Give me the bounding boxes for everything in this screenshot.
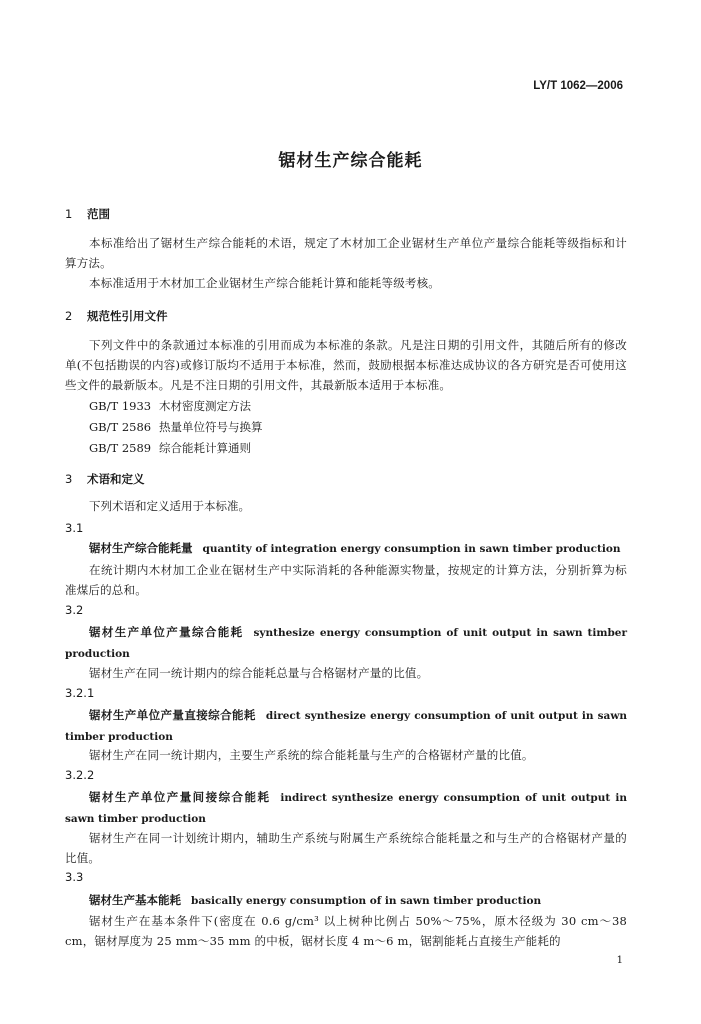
term-zh: 锯材生产基本能耗 bbox=[89, 893, 181, 907]
clause-number: 3.2.2 bbox=[65, 768, 95, 782]
reference-item bbox=[89, 398, 251, 414]
term-definition: 在统计期内木材加工企业在锯材生产中实际消耗的各种能源实物量，按规定的计算方法，分别折算为标准煤后的总和。 bbox=[65, 563, 627, 597]
paragraph: 本标准适用于木材加工企业锯材生产综合能耗计算和能耗等级考核。 bbox=[89, 276, 440, 290]
term-zh: 锯材生产单位产量直接综合能耗 bbox=[89, 708, 256, 722]
term-entry bbox=[65, 890, 627, 911]
clause-number: 3.1 bbox=[65, 521, 84, 535]
page-number: 1 bbox=[616, 955, 623, 966]
section-heading-scope bbox=[65, 206, 110, 222]
term-entry bbox=[65, 705, 627, 747]
term-entry bbox=[65, 622, 627, 664]
clause-number: 3.2.1 bbox=[65, 686, 95, 700]
reference-name: 木材密度测定方法 bbox=[159, 399, 251, 413]
term-entry bbox=[65, 538, 627, 559]
term-entry bbox=[65, 787, 627, 829]
term-zh: 锯材生产单位产量间接综合能耗 bbox=[89, 790, 271, 804]
section-heading-terms bbox=[65, 471, 145, 487]
term-en: synthesize energy consumption of unit output in sawn timber production bbox=[65, 627, 627, 660]
reference-item bbox=[89, 419, 263, 435]
reference-name: 综合能耗计算通则 bbox=[159, 441, 251, 455]
section-number: 1 bbox=[65, 207, 73, 221]
term-en: direct synthesize energy consumption of unit output in sawn timber production bbox=[65, 710, 628, 743]
term-en: quantity of integration energy consumption in sawn timber production bbox=[202, 543, 621, 555]
section-number: 3 bbox=[65, 472, 73, 486]
section-title: 术语和定义 bbox=[87, 472, 145, 486]
document-title: 锯材生产综合能耗 bbox=[278, 151, 423, 171]
reference-code: GB/T 2589 bbox=[89, 441, 152, 455]
term-definition: 锯材生产在基本条件下(密度在 0.6 g/cm³ 以上树种比例占 50%～75%，原木径级为 30 cm～38 cm，锯材厚度为 25 mm～35 mm 的中板，锯材长度 4 m～6 m，锯割能耗占直接生产能耗的 bbox=[65, 914, 627, 948]
term-zh: 锯材生产综合能耗量 bbox=[89, 541, 193, 555]
section-number: 2 bbox=[65, 309, 73, 323]
section-title: 规范性引用文件 bbox=[87, 309, 168, 323]
term-definition: 锯材生产在同一计划统计期内，辅助生产系统与附属生产系统综合能耗量之和与生产的合格锯材产量的比值。 bbox=[65, 831, 627, 865]
reference-code: GB/T 2586 bbox=[89, 420, 152, 434]
term-en: basically energy consumption of in sawn timber production bbox=[191, 895, 542, 907]
paragraph: 下列术语和定义适用于本标准。 bbox=[89, 499, 250, 513]
section-heading-normative-references bbox=[65, 308, 168, 324]
clause-number: 3.2 bbox=[65, 603, 84, 617]
paragraph: 下列文件中的条款通过本标准的引用而成为本标准的条款。凡是注日期的引用文件，其随后所有的修改单(不包括勘误的内容)或修订版均不适用于本标准，然而，鼓励根据本标准达成协议的各方研究是否可使用这些文件的最新版本。凡是不注日期的引用文件，其最新版本适用于本标准。 bbox=[65, 338, 627, 392]
standard-code: LY/T 1062—2006 bbox=[533, 80, 623, 92]
clause-number: 3.3 bbox=[65, 870, 84, 884]
term-zh: 锯材生产单位产量综合能耗 bbox=[89, 625, 244, 639]
term-en: indirect synthesize energy consumption of unit output in sawn timber production bbox=[65, 792, 627, 825]
paragraph: 本标准给出了锯材生产综合能耗的术语，规定了木材加工企业锯材生产单位产量综合能耗等级指标和计算方法。 bbox=[65, 236, 627, 270]
term-definition: 锯材生产在同一统计期内的综合能耗总量与合格锯材产量的比值。 bbox=[89, 666, 429, 680]
section-title: 范围 bbox=[87, 207, 110, 221]
reference-code: GB/T 1933 bbox=[89, 399, 152, 413]
reference-name: 热量单位符号与换算 bbox=[159, 420, 263, 434]
term-definition: 锯材生产在同一统计期内，主要生产系统的综合能耗量与生产的合格锯材产量的比值。 bbox=[89, 748, 534, 762]
reference-item bbox=[89, 440, 251, 456]
